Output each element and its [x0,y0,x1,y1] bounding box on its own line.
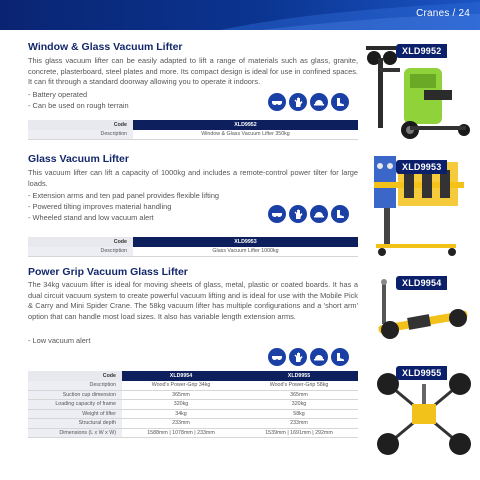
hard-hat-icon [310,93,328,111]
table-cell: Code [28,371,122,381]
table-cell: XLD9952 [133,120,358,130]
table-cell: 320kg [240,400,358,410]
safety-glasses-icon [268,348,286,366]
table-cell: Glass Vacuum Lifter 1000kg [133,247,358,257]
table-cell: XLD9954 [122,371,240,381]
table-cell: Description [28,130,133,140]
feature-item: - Wheeled stand and low vacuum alert [28,212,268,223]
table-cell: Code [28,120,133,130]
product-code-badge: XLD9954 [396,276,447,290]
section-paragraph: This vacuum lifter can lift a capacity of 1000kg and includes a remote-control power tilter for large loads. [28,168,358,188]
feature-list [28,335,268,346]
safety-boots-icon [331,205,349,223]
table-cell: 1539mm | 1691mm | 292mm [240,428,358,438]
table-cell: 320kg [122,400,240,410]
feature-list [28,89,268,111]
table-row [28,130,358,140]
table-row [28,400,358,410]
table-cell: 233mm [122,419,240,429]
table-cell: 233mm [240,419,358,429]
table-cell: Window & Glass Vacuum Lifter 350kg [133,130,358,140]
table-row [28,247,358,257]
spec-table [28,120,358,140]
section-title-power-grip-lifter: Power Grip Vacuum Glass Lifter [28,266,188,278]
table-row [28,428,358,438]
table-cell: 1588mm | 1078mm | 233mm [122,428,240,438]
table-row [28,409,358,419]
page-header [0,0,480,30]
table-cell: 34kg [122,409,240,419]
table-cell: Suction cup dimension [28,390,122,400]
table-row [28,419,358,429]
feature-item: - Low vacuum alert [28,335,268,346]
feature-item: - Can be used on rough terrain [28,100,268,111]
table-cell: Description [28,247,133,257]
hard-hat-icon [310,205,328,223]
section-paragraph: This glass vacuum lifter can be easily adapted to lift a range of materials such as glass, granite, concrete, plasterboard, steel plates and more. Its compact design is ideal for use in confined spaces. It can fit through a standard doorway allowing you to operate it indoors. [28,56,358,87]
table-cell: 365mm [240,390,358,400]
table-cell: Description [28,381,122,391]
table-row [28,237,358,247]
table-cell: Weight of lifter [28,409,122,419]
section-title-window-glass-lifter: Window & Glass Vacuum Lifter [28,41,183,53]
product-code-badge: XLD9955 [396,366,447,380]
table-cell: Dimensions (L x W x W) [28,428,122,438]
table-row [28,371,358,381]
table-cell: 58kg [240,409,358,419]
spec-table [28,237,358,257]
ppe-icon-row [268,93,349,111]
table-cell: 365mm [122,390,240,400]
table-cell: Wood's Power-Grip 58kg [240,381,358,391]
gloves-icon [289,205,307,223]
safety-glasses-icon [268,205,286,223]
table-row [28,381,358,391]
table-row [28,120,358,130]
table-cell: Loading capacity of frame [28,400,122,410]
feature-item: - Extension arms and ten pad panel provides flexible lifting [28,190,268,201]
feature-item: - Battery operated [28,89,268,100]
gloves-icon [289,93,307,111]
table-cell: XLD9955 [240,371,358,381]
spec-table-power-grip [28,371,358,438]
table-cell: Wood's Power-Grip 34kg [122,381,240,391]
gloves-icon [289,348,307,366]
product-code-badge: XLD9952 [396,44,447,58]
section-paragraph: The 34kg vacuum lifter is ideal for moving sheets of glass, metal, plastic or coated boards. It has a dual circuit vacuum system to create powerful vacuum lifting and is ideal for use with the Mobile Pick & Carry and Mini Spider Crane. The 58kg vacuum lifter has multiple configurations and a 'short arm' option that can handle most load sizes. It also has variable length extension arms. [28,280,358,321]
product-code-badge: XLD9953 [396,160,447,174]
page-number: Cranes / 24 [416,8,470,19]
safety-boots-icon [331,93,349,111]
ppe-icon-row [268,348,349,366]
section-title-glass-vacuum-lifter: Glass Vacuum Lifter [28,153,129,165]
safety-boots-icon [331,348,349,366]
hard-hat-icon [310,348,328,366]
table-cell: Structural depth [28,419,122,429]
feature-list [28,190,268,223]
feature-item: - Powered tilting improves material handling [28,201,268,212]
table-row [28,390,358,400]
safety-glasses-icon [268,93,286,111]
table-cell: XLD9953 [133,237,358,247]
table-cell: Code [28,237,133,247]
ppe-icon-row [268,205,349,223]
